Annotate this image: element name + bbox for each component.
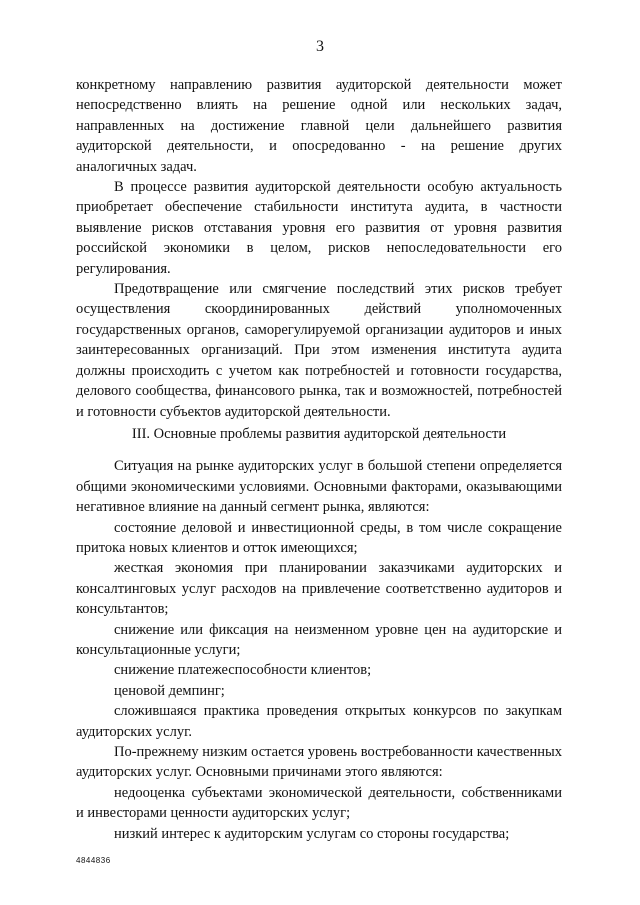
page-number: 3 (316, 38, 324, 55)
paragraph: Ситуация на рынке аудиторских услуг в большой степени определяется общими экономическими условиями. Основными факторами, оказывающими негативное влияние на данный сегмент рынка, являются: (76, 458, 562, 516)
paragraph: В процессе развития аудиторской деятельности особую актуальность приобретает обеспечение стабильности института аудита, в частности выявление рисков отставания уровня его развития от уровня развития российской экономики в целом, рисков непоследовательности его регулирования. (76, 179, 562, 277)
list-item: снижение платежеспособности клиентов; (114, 662, 372, 679)
paragraph: Предотвращение или смягчение последствий этих рисков требует осуществления скоординированных действий уполномоченных государственных органов, саморегулируемой организации аудиторов и иных заинтересованных организаций. При этом изменения института аудита должны происходить с учетом как потребностей и готовности государства, делового сообщества, финансового рынка, так и возможностей, потребностей и готовности субъектов аудиторской деятельности. (76, 281, 562, 420)
list-item: низкий интерес к аудиторским услугам со стороны государства; (114, 825, 510, 842)
list-item: ценовой демпинг; (114, 682, 225, 699)
list-item: недооценка субъектами экономической деятельности, собственниками и инвесторами ценности аудиторских услуг; (76, 784, 562, 822)
document-id: 4844836 (76, 856, 111, 865)
list-item: сложившаяся практика проведения открытых конкурсов по закупкам аудиторских услуг. (76, 703, 562, 740)
section-heading: III. Основные проблемы развития аудиторской деятельности (131, 425, 507, 442)
list-item: состояние деловой и инвестиционной среды, в том числе сокращение притока новых клиентов и отток имеющихся; (76, 519, 562, 556)
paragraph: По-прежнему низким остается уровень востребованности качественных аудиторских услуг. Основными причинами этого являются: (76, 744, 562, 781)
list-item: снижение или фиксация на неизменном уровне цен на аудиторские и консультационные услуги; (76, 621, 562, 658)
body-text (76, 75, 562, 844)
paragraph-continuation: конкретному направлению развития аудиторской деятельности может непосредственно влиять на решение одной или нескольких задач, направленных на достижение главной цели дальнейшего развития аудиторской деятельности, и опосредованно - на решение других аналогичных задач. (76, 77, 562, 175)
list-item: жесткая экономия при планировании заказчиками аудиторских и консалтинговых услуг расходов на привлечение соответственно аудиторов и консультантов; (76, 560, 562, 618)
